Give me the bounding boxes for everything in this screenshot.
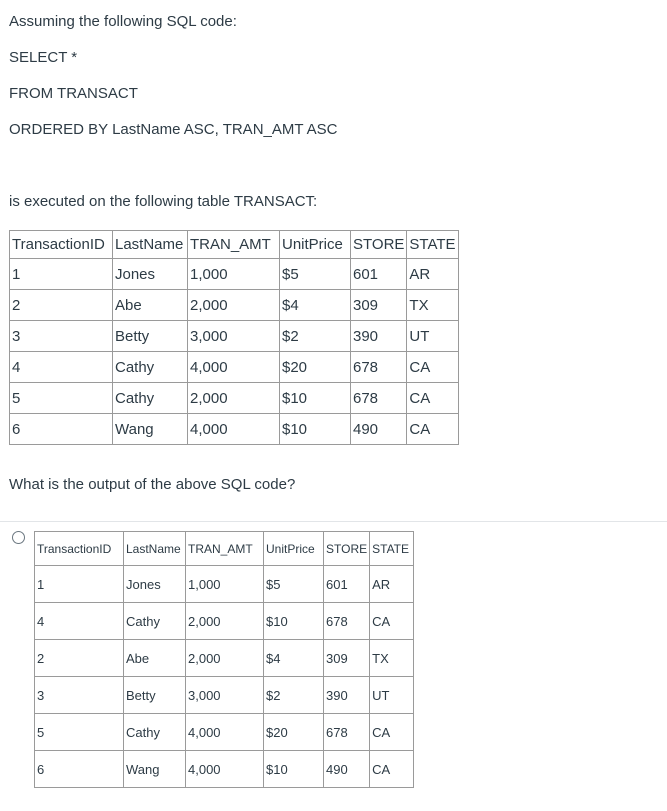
transact-table bbox=[9, 230, 459, 445]
table-cell: 1 bbox=[35, 566, 124, 603]
table-cell: Jones bbox=[113, 259, 188, 290]
table-cell: 678 bbox=[324, 603, 370, 640]
header-cell: STATE bbox=[370, 532, 414, 566]
table-cell: $10 bbox=[264, 751, 324, 788]
table-cell: 678 bbox=[351, 352, 407, 383]
table-cell: $4 bbox=[280, 290, 351, 321]
table-cell: Cathy bbox=[124, 603, 186, 640]
table-cell: 4,000 bbox=[186, 714, 264, 751]
header-cell: UnitPrice bbox=[280, 231, 351, 259]
table-row bbox=[35, 751, 414, 788]
table-cell: Cathy bbox=[113, 352, 188, 383]
table-cell: 2 bbox=[35, 640, 124, 677]
table-cell: $20 bbox=[264, 714, 324, 751]
table-cell: $4 bbox=[264, 640, 324, 677]
header-cell: TransactionID bbox=[10, 231, 113, 259]
table-cell: 601 bbox=[324, 566, 370, 603]
table-row bbox=[35, 677, 414, 714]
table-row bbox=[10, 383, 459, 414]
header-cell: STORE bbox=[324, 532, 370, 566]
table-cell: 1,000 bbox=[186, 566, 264, 603]
question-prompt: What is the output of the above SQL code? bbox=[9, 476, 296, 493]
table-cell: 3,000 bbox=[188, 321, 280, 352]
table-cell: 2,000 bbox=[186, 603, 264, 640]
table-cell: Jones bbox=[124, 566, 186, 603]
table-cell: 4,000 bbox=[186, 751, 264, 788]
table-row bbox=[35, 603, 414, 640]
question-text-line-3: FROM TRANSACT bbox=[9, 85, 138, 102]
table-cell: 2,000 bbox=[188, 383, 280, 414]
table-cell: Betty bbox=[124, 677, 186, 714]
header-cell: STORE bbox=[351, 231, 407, 259]
table-cell: 2,000 bbox=[186, 640, 264, 677]
table-cell: 601 bbox=[351, 259, 407, 290]
table-cell: Wang bbox=[113, 414, 188, 445]
header-cell: LastName bbox=[124, 532, 186, 566]
table-cell: Cathy bbox=[113, 383, 188, 414]
question-text-line-4: ORDERED BY LastName ASC, TRAN_AMT ASC bbox=[9, 121, 338, 138]
table-cell: 5 bbox=[10, 383, 113, 414]
header-cell: STATE bbox=[407, 231, 459, 259]
table-cell: 6 bbox=[10, 414, 113, 445]
table-cell: 3,000 bbox=[186, 677, 264, 714]
header-cell: LastName bbox=[113, 231, 188, 259]
answer-divider bbox=[0, 521, 667, 522]
table-cell: 390 bbox=[351, 321, 407, 352]
table-cell: 678 bbox=[351, 383, 407, 414]
table-cell: 2 bbox=[10, 290, 113, 321]
table-cell: CA bbox=[407, 414, 459, 445]
table-cell: 1 bbox=[10, 259, 113, 290]
header-cell: UnitPrice bbox=[264, 532, 324, 566]
table-header-row bbox=[10, 231, 459, 259]
table-row bbox=[35, 714, 414, 751]
table-row bbox=[35, 566, 414, 603]
table-row bbox=[10, 414, 459, 445]
table-cell: Abe bbox=[124, 640, 186, 677]
table-cell: $5 bbox=[280, 259, 351, 290]
table-cell: AR bbox=[370, 566, 414, 603]
table-cell: 390 bbox=[324, 677, 370, 714]
table-cell: Betty bbox=[113, 321, 188, 352]
table-cell: $10 bbox=[264, 603, 324, 640]
header-cell: TransactionID bbox=[35, 532, 124, 566]
table-cell: 1,000 bbox=[188, 259, 280, 290]
header-cell: TRAN_AMT bbox=[188, 231, 280, 259]
table-cell: CA bbox=[407, 352, 459, 383]
table-cell: 4 bbox=[35, 603, 124, 640]
table-cell: Cathy bbox=[124, 714, 186, 751]
table-cell: 6 bbox=[35, 751, 124, 788]
table-row bbox=[10, 321, 459, 352]
table-row bbox=[10, 259, 459, 290]
table-header-row bbox=[35, 532, 414, 566]
question-text-line-2: SELECT * bbox=[9, 49, 78, 66]
table-cell: Abe bbox=[113, 290, 188, 321]
table-cell: $5 bbox=[264, 566, 324, 603]
table-cell: $10 bbox=[280, 414, 351, 445]
table-cell: CA bbox=[370, 714, 414, 751]
table-cell: 5 bbox=[35, 714, 124, 751]
table-cell: AR bbox=[407, 259, 459, 290]
table-cell: CA bbox=[407, 383, 459, 414]
header-cell: TRAN_AMT bbox=[186, 532, 264, 566]
table-cell: 4,000 bbox=[188, 414, 280, 445]
table-cell: CA bbox=[370, 751, 414, 788]
table-cell: UT bbox=[370, 677, 414, 714]
table-cell: 2,000 bbox=[188, 290, 280, 321]
table-cell: UT bbox=[407, 321, 459, 352]
table-cell: $10 bbox=[280, 383, 351, 414]
table-cell: $2 bbox=[280, 321, 351, 352]
table-cell: 309 bbox=[351, 290, 407, 321]
table-cell: 490 bbox=[351, 414, 407, 445]
table-cell: $2 bbox=[264, 677, 324, 714]
table-cell: CA bbox=[370, 603, 414, 640]
table-cell: 4 bbox=[10, 352, 113, 383]
question-text-line-5: is executed on the following table TRANSACT: bbox=[9, 193, 318, 210]
answer-option-1-table[interactable] bbox=[34, 531, 414, 788]
table-cell: 490 bbox=[324, 751, 370, 788]
table-cell: 3 bbox=[10, 321, 113, 352]
answer-option-1-radio[interactable] bbox=[12, 531, 25, 544]
question-text-line-1: Assuming the following SQL code: bbox=[9, 13, 237, 30]
table-cell: 309 bbox=[324, 640, 370, 677]
table-cell: 3 bbox=[35, 677, 124, 714]
table-row bbox=[10, 290, 459, 321]
table-row bbox=[35, 640, 414, 677]
table-cell: $20 bbox=[280, 352, 351, 383]
table-row bbox=[10, 352, 459, 383]
table-cell: 4,000 bbox=[188, 352, 280, 383]
table-cell: 678 bbox=[324, 714, 370, 751]
table-cell: Wang bbox=[124, 751, 186, 788]
table-cell: TX bbox=[407, 290, 459, 321]
table-cell: TX bbox=[370, 640, 414, 677]
